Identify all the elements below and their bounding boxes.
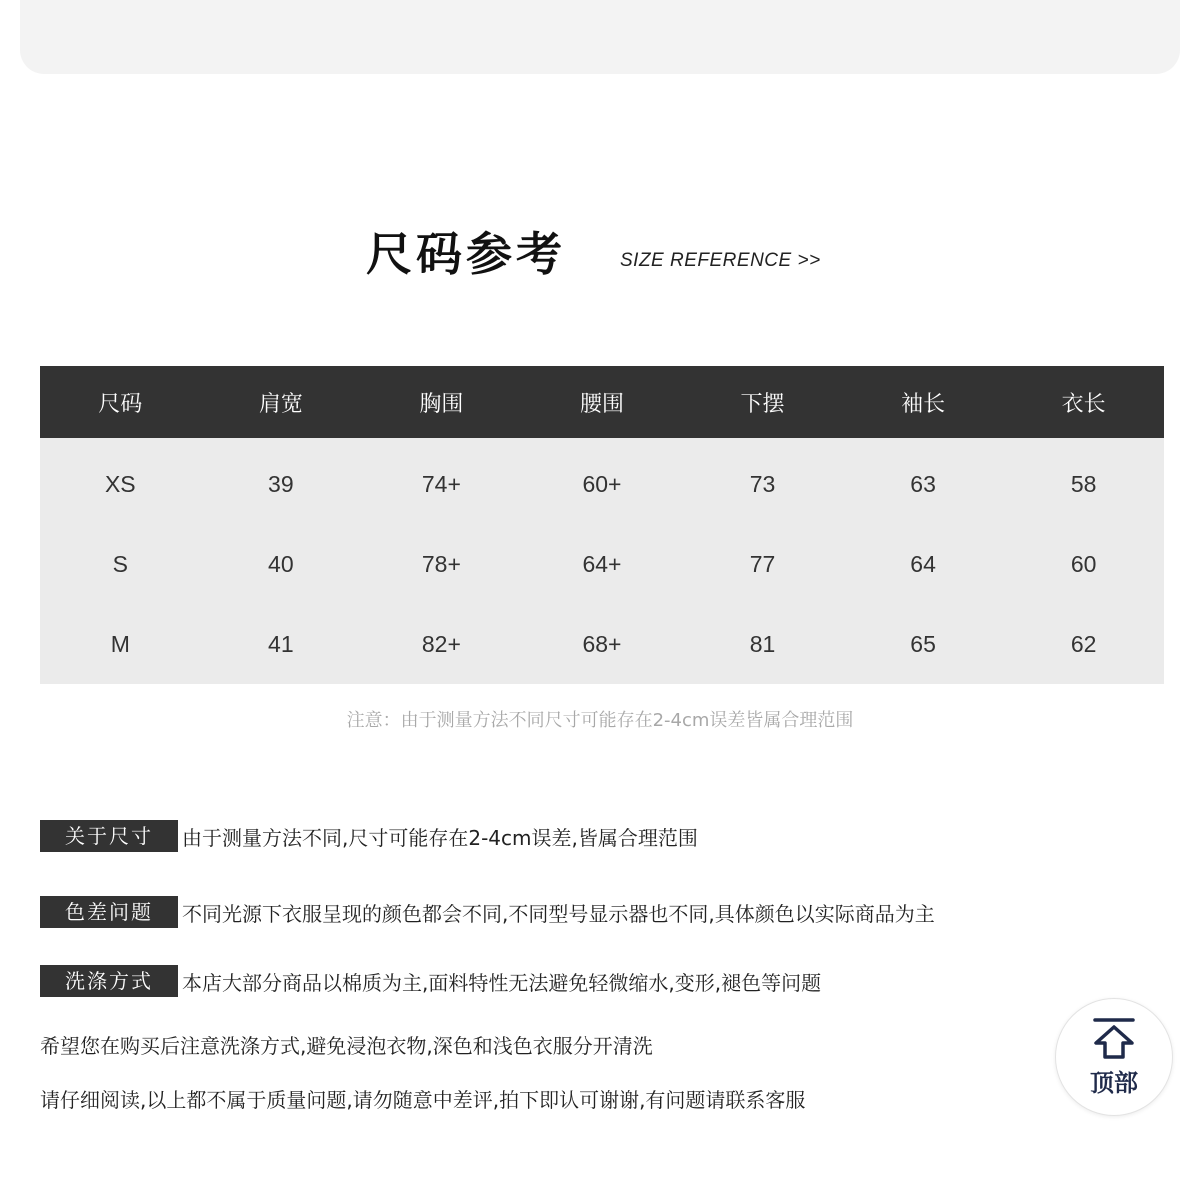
info-text: 本店大部分商品以棉质为主,面料特性无法避免轻微缩水,变形,褪色等问题 <box>182 970 822 995</box>
table-cell: 39 <box>201 438 362 524</box>
column-header: 肩宽 <box>201 366 362 438</box>
info-tag: 洗涤方式 <box>40 965 178 997</box>
table-cell: 64+ <box>522 524 683 604</box>
table-cell: 41 <box>201 604 362 684</box>
page-title: 尺码参考 <box>366 227 566 281</box>
table-row <box>40 604 1164 684</box>
info-row-washing <box>40 965 821 997</box>
table-cell: 74+ <box>361 438 522 524</box>
info-text: 由于测量方法不同,尺寸可能存在2-4cm误差,皆属合理范围 <box>182 825 698 850</box>
table-cell: 82+ <box>361 604 522 684</box>
table-cell: S <box>40 524 201 604</box>
table-cell: 64 <box>843 524 1004 604</box>
table-cell: 68+ <box>522 604 683 684</box>
table-cell: 81 <box>682 604 843 684</box>
table-row <box>40 524 1164 604</box>
column-header: 下摆 <box>682 366 843 438</box>
column-header: 腰围 <box>522 366 683 438</box>
column-header: 尺码 <box>40 366 201 438</box>
care-instruction-line: 希望您在购买后注意洗涤方式,避免浸泡衣物,深色和浅色衣服分开清洗 <box>40 1034 653 1058</box>
back-to-top-label: 顶部 <box>1090 1068 1138 1097</box>
size-table <box>40 366 1164 684</box>
back-to-top-button[interactable] <box>1055 998 1173 1116</box>
table-cell: 60+ <box>522 438 683 524</box>
table-cell: M <box>40 604 201 684</box>
table-cell: 58 <box>1003 438 1164 524</box>
table-cell: 60 <box>1003 524 1164 604</box>
table-cell: 62 <box>1003 604 1164 684</box>
table-cell: 63 <box>843 438 1004 524</box>
info-row-color <box>40 896 935 928</box>
info-row-size <box>40 820 698 852</box>
house-up-arrow-icon <box>1091 1017 1137 1061</box>
review-notice-line: 请仔细阅读,以上都不属于质量问题,请勿随意中差评,拍下即认可谢谢,有问题请联系客服 <box>40 1088 806 1112</box>
table-header-row <box>40 366 1164 438</box>
table-cell: 73 <box>682 438 843 524</box>
info-tag: 色差问题 <box>40 896 178 928</box>
table-cell: 77 <box>682 524 843 604</box>
info-tag: 关于尺寸 <box>40 820 178 852</box>
top-card-panel <box>20 0 1180 74</box>
table-cell: 78+ <box>361 524 522 604</box>
table-cell: 65 <box>843 604 1004 684</box>
column-header: 胸围 <box>361 366 522 438</box>
table-cell: 40 <box>201 524 362 604</box>
table-cell: XS <box>40 438 201 524</box>
column-header: 衣长 <box>1003 366 1164 438</box>
table-row <box>40 438 1164 524</box>
info-text: 不同光源下衣服呈现的颜色都会不同,不同型号显示器也不同,具体颜色以实际商品为主 <box>182 901 935 926</box>
column-header: 袖长 <box>843 366 1004 438</box>
measurement-note: 注意：由于测量方法不同尺寸可能存在2-4cm误差皆属合理范围 <box>346 710 854 731</box>
page-subtitle: SIZE REFERENCE >> <box>620 250 821 271</box>
